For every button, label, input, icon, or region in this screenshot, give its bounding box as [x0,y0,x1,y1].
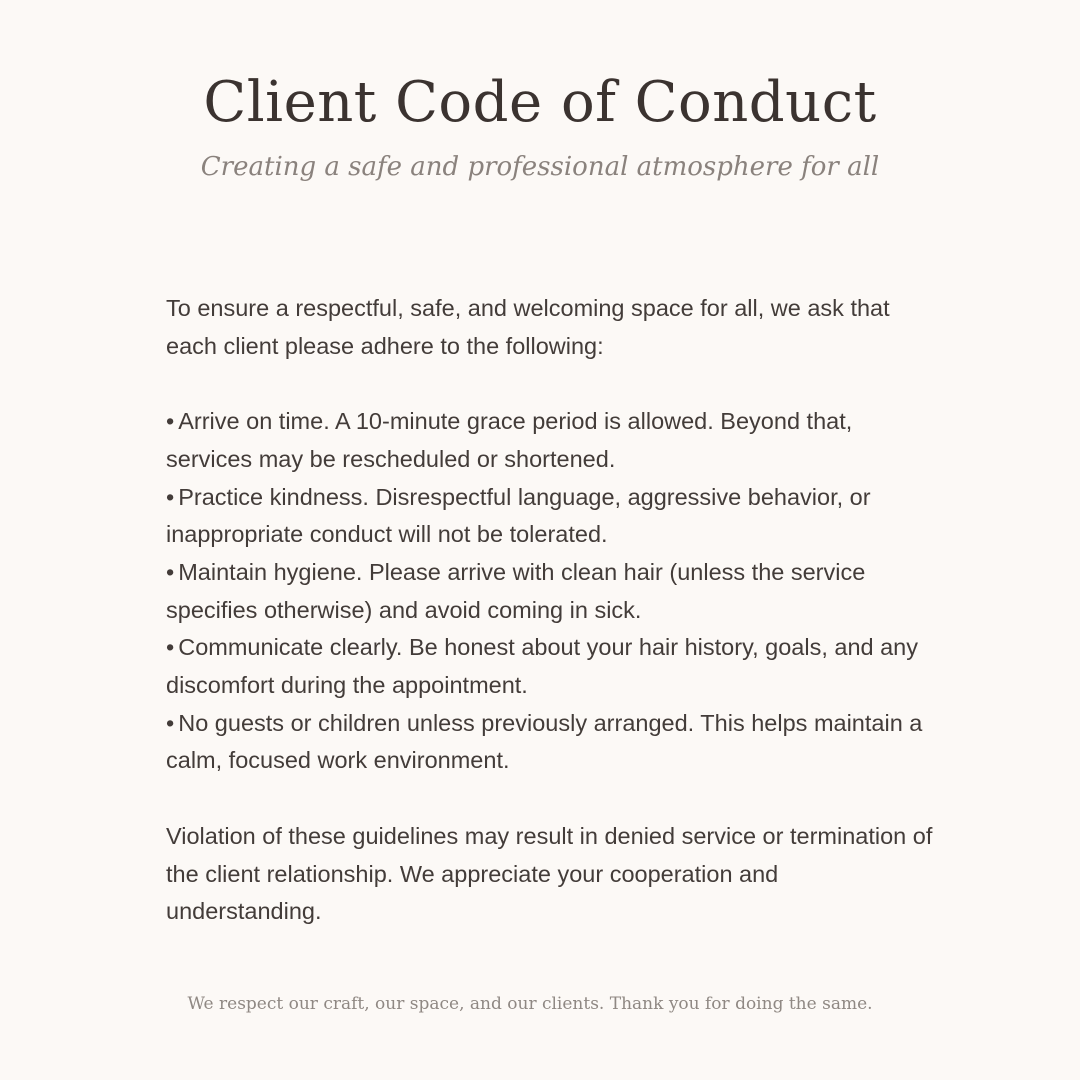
closing-paragraph: Violation of these guidelines may result in denied service or termination of the client relationship. We appreciate your cooperation and understanding. [166,822,933,925]
rule-text: Arrive on time. A 10-minute grace period is allowed. Beyond that, services may be rescheduled or shortened. [166,408,853,472]
rules-list [166,403,936,780]
rule-item [166,705,936,780]
paragraph-spacer [166,780,936,818]
paragraph-spacer [166,365,936,403]
rule-text: Practice kindness. Disrespectful language, aggressive behavior, or inappropriate conduct will not be tolerated. [166,483,871,548]
bullet-icon: • [166,634,175,661]
rule-text: Maintain hygiene. Please arrive with clean hair (unless the service specifies otherwise) and avoid coming in sick. [166,558,866,623]
bullet-icon: • [166,483,175,510]
rule-item [166,403,936,478]
rule-item [166,479,936,554]
bullet-icon: • [166,709,175,736]
conduct-body [166,290,936,931]
rule-text: Communicate clearly. Be honest about your hair history, goals, and any discomfort during the appointment. [166,634,919,699]
intro-paragraph: To ensure a respectful, safe, and welcoming space for all, we ask that each client please adhere to the following: [166,295,890,359]
rule-item [166,554,936,629]
bullet-icon: • [166,408,175,435]
footer-note: We respect our craft, our space, and our clients. Thank you for doing the same. [187,994,873,1014]
bullet-icon: • [166,558,175,585]
page-subtitle: Creating a safe and professional atmosphere for all [200,152,880,182]
rule-text: No guests or children unless previously arranged. This helps maintain a calm, focused work environment. [166,709,923,774]
rule-item [166,629,936,704]
page-title: Client Code of Conduct [203,70,877,135]
